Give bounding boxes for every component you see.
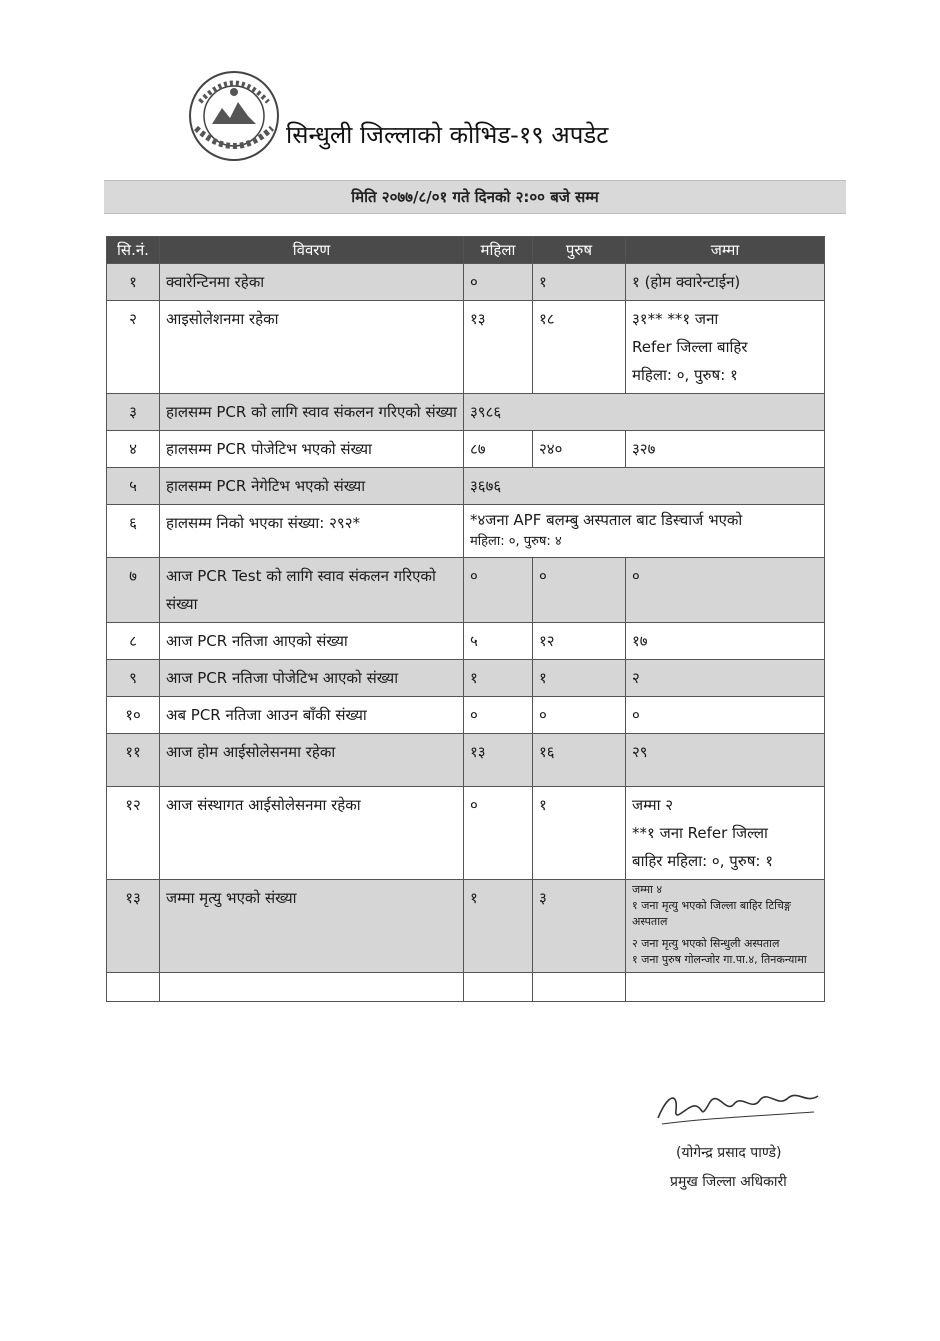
covid-table (106, 236, 825, 1002)
government-seal-icon (186, 68, 282, 168)
table-row: ११ आज होम आईसोलेसनमा रहेका १३ १६ २९ (107, 734, 825, 787)
table-row: ५ हालसम्म PCR नेगेटिभ भएको संख्या ३६७६ (107, 468, 825, 505)
table-row: ७ आज PCR Test को लागि स्वाव संकलन गरिएको संख्या ० ० ० (107, 558, 825, 623)
header-female: महिला (464, 237, 533, 264)
signatory-designation: प्रमुख जिल्ला अधिकारी (670, 1174, 787, 1190)
table-row: ९ आज PCR नतिजा पोजेटिभ आएको संख्या १ १ २ (107, 660, 825, 697)
page-title: सिन्धुली जिल्लाको कोभिड-१९ अपडेट (286, 121, 609, 149)
table-row: ६ हालसम्म निको भएका संख्या: २९२* *४जना APF बलम्बु अस्पताल बाट डिस्चार्ज भएको महिला: ०, पुरुष: ४ (107, 505, 825, 558)
table-row: २ आइसोलेशनमा रहेका १३ १८ ३१** **१ जना Refer जिल्ला बाहिर महिला: ०, पुरुष: १ (107, 301, 825, 394)
table-row: ३ हालसम्म PCR को लागि स्वाव संकलन गरिएको संख्या ३९८६ (107, 394, 825, 431)
header-male: पुरुष (533, 237, 626, 264)
table-row: ८ आज PCR नतिजा आएको संख्या ५ १२ १७ (107, 623, 825, 660)
table-row: १ क्वारेन्टिनमा रहेका ० १ १ (होम क्वारेन्टाईन) (107, 264, 825, 301)
table-header-row (107, 237, 825, 264)
table-row: ४ हालसम्म PCR पोजेटिभ भएको संख्या ८७ २४० ३२७ (107, 431, 825, 468)
header-sn: सि.नं. (107, 237, 160, 264)
date-line: मिति २०७७/८/०१ गते दिनको २:०० बजे सम्म (104, 180, 846, 214)
table-row: १३ जम्मा मृत्यु भएको संख्या १ ३ जम्मा ४ १ जना मृत्यु भएको जिल्ला बाहिर टिचिङ्ग अस्पताल २ जना मृत्यु भएको सिन्धुली अस्पताल १ जना पुरुष गोलन्जोर गा.पा.४, तिनकन्यामा (107, 880, 825, 973)
header-total: जम्मा (626, 237, 825, 264)
table-row-empty (107, 973, 825, 1002)
table-row: १० अब PCR नतिजा आउन बाँकी संख्या ० ० ० (107, 697, 825, 734)
table-row: १२ आज संस्थागत आईसोलेसनमा रहेका ० १ जम्मा २ **१ जना Refer जिल्ला बाहिर महिला: ०, पुरुष: १ (107, 787, 825, 880)
signatory-name: (योगेन्द्र प्रसाद पाण्डे) (676, 1145, 782, 1161)
signature-icon (648, 1084, 828, 1130)
header-description: विवरण (160, 237, 464, 264)
